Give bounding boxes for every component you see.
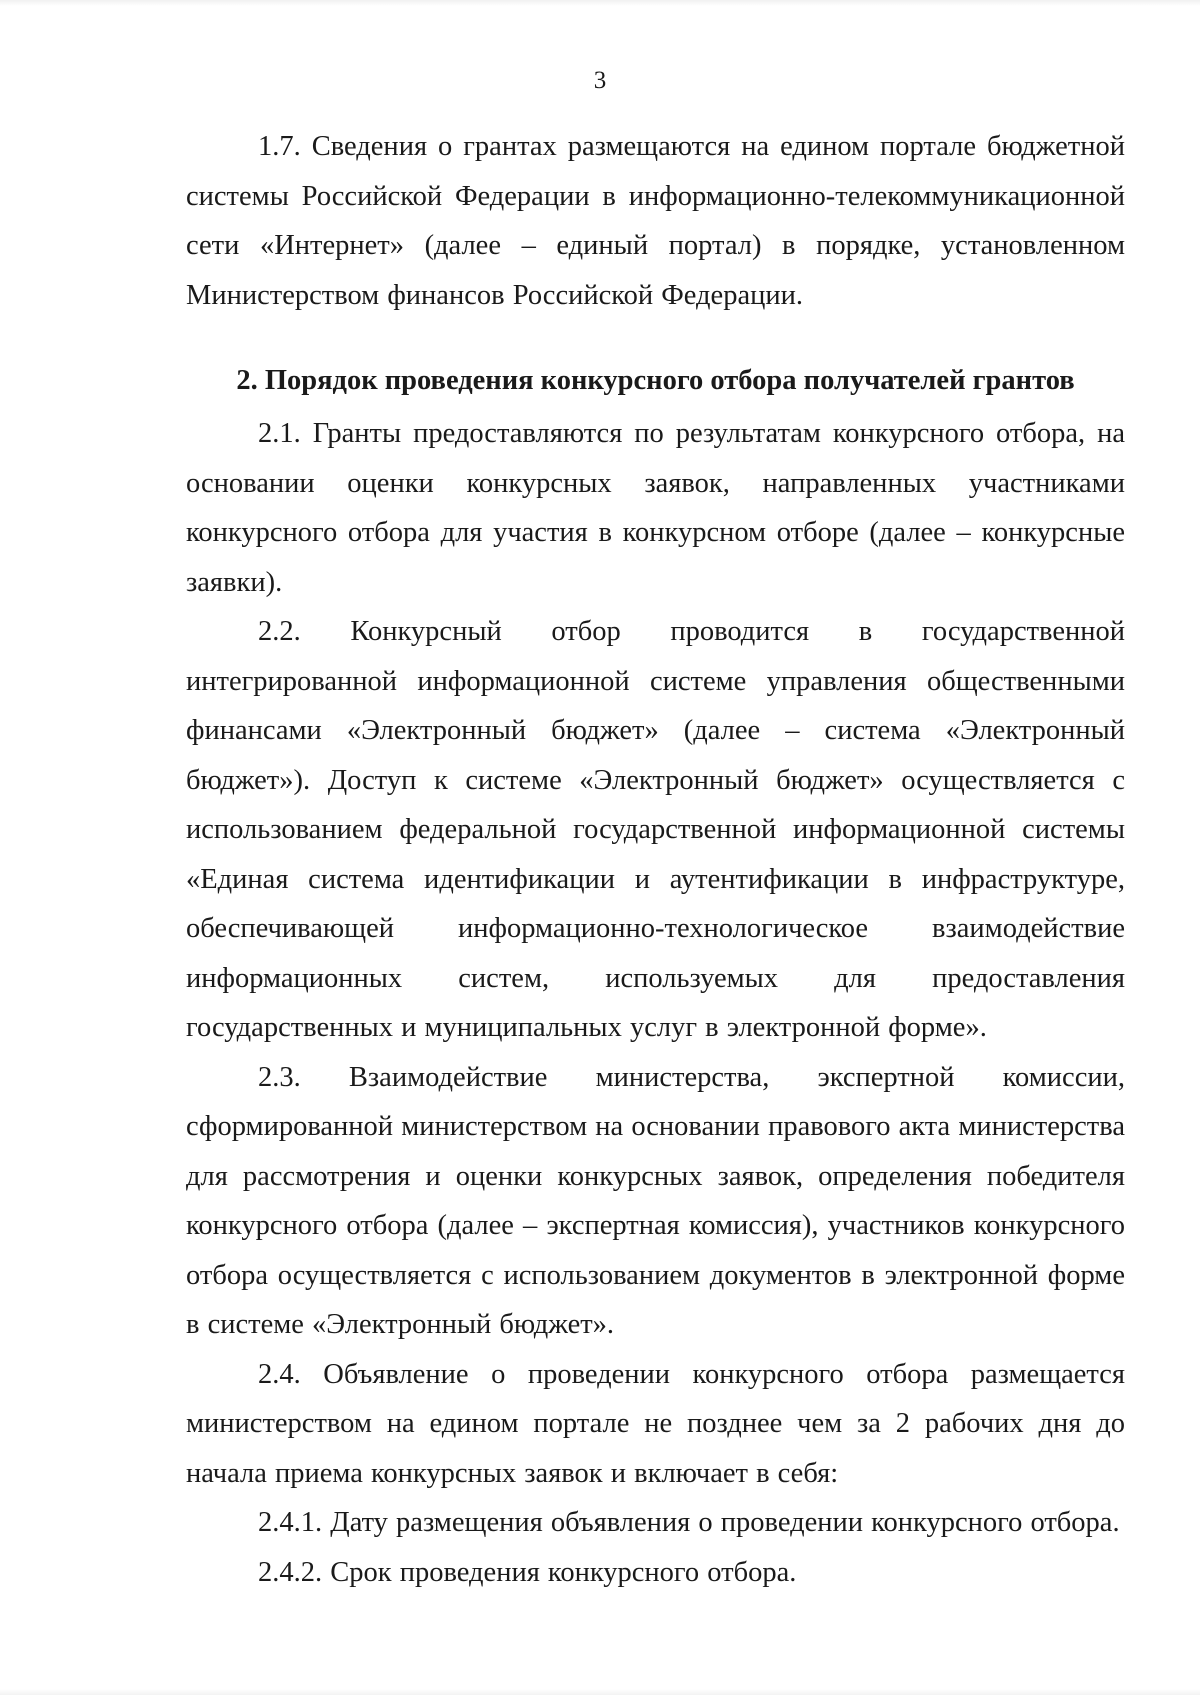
- document-body: [186, 122, 1125, 1597]
- paragraph-2-1: 2.1. Гранты предоставляются по результатам конкурсного отбора, на основании оценки конкурсных заявок, направленных участниками конкурсного отбора для участия в конкурсном отборе (далее – конкурсные заявки).: [186, 418, 1125, 598]
- page-number: 3: [593, 67, 607, 94]
- paragraph-2-4-2: 2.4.2. Срок проведения конкурсного отбора.: [258, 1556, 797, 1588]
- page-top-edge: [0, 0, 1200, 6]
- page-bottom-edge: [0, 1689, 1200, 1695]
- paragraph-2-3: 2.3. Взаимодействие министерства, экспертной комиссии, сформированной министерством на основании правового акта министерства для рассмотрения и оценки конкурсных заявок, определения победителя конкурсного отбора (далее – экспертная комиссия), участников конкурсного отбора осуществляется с использованием документов в электронной форме в системе «Электронный бюджет».: [186, 1061, 1125, 1340]
- paragraph-2-4-1: 2.4.1. Дату размещения объявления о проведении конкурсного отбора.: [258, 1507, 1120, 1538]
- paragraph-2-2: 2.2. Конкурсный отбор проводится в государственной интегрированной информационной системе управления общественными финансами «Электронный бюджет» (далее – система «Электронный бюджет»). Доступ к системе «Электронный бюджет» осуществляется с использованием федеральной государственной информационной системы «Единая система идентификации и аутентификации в инфраструктуре, обеспечивающей информационно-технологическое взаимодействие информационных систем, используемых для предоставления государственных и муниципальных услуг в электронной форме».: [186, 616, 1125, 1043]
- section-2-heading: 2. Порядок проведения конкурсного отбора получателей грантов: [236, 365, 1075, 396]
- paragraph-2-4: 2.4. Объявление о проведении конкурсного отбора размещается министерством на едином портале не позднее чем за 2 рабочих дня до начала приема конкурсных заявок и включает в себя:: [186, 1358, 1125, 1489]
- paragraph-1-7: 1.7. Сведения о грантах размещаются на едином портале бюджетной системы Российской Федерации в информационно-телекоммуникационной сети «Интернет» (далее – единый портал) в порядке, установленном Министерством финансов Российской Федерации.: [186, 131, 1125, 311]
